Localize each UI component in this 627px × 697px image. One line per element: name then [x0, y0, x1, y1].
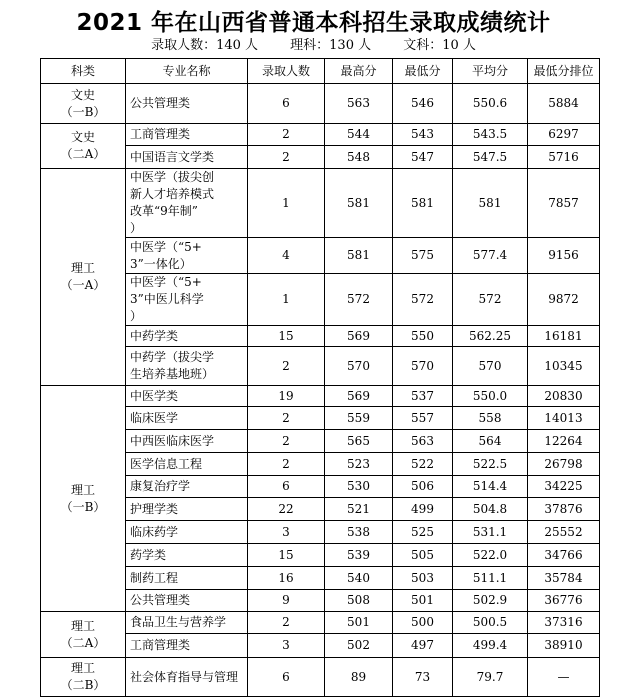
min-rank-cell: 14013: [528, 407, 600, 430]
major-cell: 药学类: [126, 544, 248, 567]
min-rank-cell: 9156: [528, 238, 600, 274]
max-score-cell: 538: [325, 521, 393, 544]
avg-score-cell: 79.7: [453, 658, 528, 697]
avg-score-cell: 581: [453, 169, 528, 238]
major-cell: 工商管理类: [126, 634, 248, 658]
admitted-cell: 19: [248, 386, 325, 407]
avg-score-cell: 522.5: [453, 453, 528, 476]
min-rank-cell: 20830: [528, 386, 600, 407]
avg-score-cell: 577.4: [453, 238, 528, 274]
category-cell: 理工 （一B）: [41, 386, 126, 612]
major-cell: 中医学（“5+ 3”一体化）: [126, 238, 248, 274]
max-score-cell: 569: [325, 326, 393, 347]
major-cell: 医学信息工程: [126, 453, 248, 476]
min-score-cell: 73: [393, 658, 453, 697]
min-score-cell: 570: [393, 347, 453, 386]
avg-score-cell: 500.5: [453, 612, 528, 634]
min-score-cell: 543: [393, 124, 453, 146]
major-cell: 中药学类: [126, 326, 248, 347]
min-score-cell: 557: [393, 407, 453, 430]
table-row: [41, 612, 600, 634]
avg-score-cell: 522.0: [453, 544, 528, 567]
max-score-cell: 502: [325, 634, 393, 658]
avg-score-cell: 558: [453, 407, 528, 430]
admitted-cell: 15: [248, 326, 325, 347]
avg-score-cell: 572: [453, 274, 528, 326]
major-cell: 中西医临床医学: [126, 430, 248, 453]
admitted-cell: 6: [248, 658, 325, 697]
admitted-cell: 16: [248, 567, 325, 590]
major-cell: 食品卫生与营养学: [126, 612, 248, 634]
max-score-cell: 89: [325, 658, 393, 697]
avg-score-cell: 570: [453, 347, 528, 386]
admitted-cell: 1: [248, 274, 325, 326]
admitted-cell: 2: [248, 124, 325, 146]
max-score-cell: 501: [325, 612, 393, 634]
arts-count: 文科：10 人: [403, 38, 476, 53]
max-score-cell: 559: [325, 407, 393, 430]
min-score-cell: 500: [393, 612, 453, 634]
min-score-cell: 501: [393, 590, 453, 612]
max-score-cell: 548: [325, 146, 393, 169]
major-cell: 工商管理类: [126, 124, 248, 146]
min-rank-cell: 12264: [528, 430, 600, 453]
max-score-cell: 563: [325, 84, 393, 124]
max-score-cell: 565: [325, 430, 393, 453]
admitted-cell: 2: [248, 407, 325, 430]
category-cell: 文史 （一B）: [41, 84, 126, 124]
major-cell: 制药工程: [126, 567, 248, 590]
admitted-cell: 2: [248, 146, 325, 169]
max-score-cell: 544: [325, 124, 393, 146]
min-rank-cell: —: [528, 658, 600, 697]
admitted-cell: 2: [248, 453, 325, 476]
admitted-cell: 9: [248, 590, 325, 612]
admitted-cell: 22: [248, 498, 325, 521]
min-rank-cell: 10345: [528, 347, 600, 386]
min-rank-cell: 6297: [528, 124, 600, 146]
summary-line: [0, 34, 627, 53]
min-score-cell: 546: [393, 84, 453, 124]
min-rank-cell: 35784: [528, 567, 600, 590]
max-score-cell: 539: [325, 544, 393, 567]
major-cell: 护理学类: [126, 498, 248, 521]
table-body: [41, 84, 600, 697]
admitted-cell: 15: [248, 544, 325, 567]
admitted-cell: 2: [248, 347, 325, 386]
min-score-cell: 497: [393, 634, 453, 658]
table-header-row: [41, 59, 600, 84]
min-rank-cell: 25552: [528, 521, 600, 544]
admitted-cell: 2: [248, 612, 325, 634]
admitted-cell: 2: [248, 430, 325, 453]
category-cell: 理工 （二B）: [41, 658, 126, 697]
avg-score-cell: 547.5: [453, 146, 528, 169]
min-rank-cell: 5884: [528, 84, 600, 124]
science-count: 理科：130 人: [290, 38, 372, 53]
major-cell: 中医学（拔尖创 新人才培养模式 改革“9年制” ）: [126, 169, 248, 238]
col-header-major: 专业名称: [126, 59, 248, 84]
page-title: 2021 年在山西省普通本科招生录取成绩统计: [76, 10, 551, 36]
admitted-cell: 3: [248, 521, 325, 544]
major-cell: 公共管理类: [126, 590, 248, 612]
max-score-cell: 581: [325, 169, 393, 238]
major-cell: 公共管理类: [126, 84, 248, 124]
max-score-cell: 581: [325, 238, 393, 274]
avg-score-cell: 502.9: [453, 590, 528, 612]
min-score-cell: 503: [393, 567, 453, 590]
min-rank-cell: 34766: [528, 544, 600, 567]
max-score-cell: 523: [325, 453, 393, 476]
min-rank-cell: 9872: [528, 274, 600, 326]
min-score-cell: 505: [393, 544, 453, 567]
table-row: [41, 124, 600, 146]
table-row: [41, 658, 600, 697]
avg-score-cell: 562.25: [453, 326, 528, 347]
min-rank-cell: 16181: [528, 326, 600, 347]
min-rank-cell: 37316: [528, 612, 600, 634]
avg-score-cell: 511.1: [453, 567, 528, 590]
col-header-min-score: 最低分: [393, 59, 453, 84]
col-header-admitted: 录取人数: [248, 59, 325, 84]
min-rank-cell: 26798: [528, 453, 600, 476]
avg-score-cell: 514.4: [453, 476, 528, 498]
max-score-cell: 570: [325, 347, 393, 386]
admitted-cell: 4: [248, 238, 325, 274]
major-cell: 中国语言文学类: [126, 146, 248, 169]
avg-score-cell: 499.4: [453, 634, 528, 658]
max-score-cell: 572: [325, 274, 393, 326]
avg-score-cell: 543.5: [453, 124, 528, 146]
major-cell: 中药学（拔尖学 生培养基地班）: [126, 347, 248, 386]
min-score-cell: 581: [393, 169, 453, 238]
avg-score-cell: 504.8: [453, 498, 528, 521]
category-cell: 理工 （一A）: [41, 169, 126, 386]
min-score-cell: 525: [393, 521, 453, 544]
min-score-cell: 563: [393, 430, 453, 453]
min-rank-cell: 7857: [528, 169, 600, 238]
max-score-cell: 508: [325, 590, 393, 612]
min-score-cell: 575: [393, 238, 453, 274]
admitted-cell: 1: [248, 169, 325, 238]
avg-score-cell: 531.1: [453, 521, 528, 544]
max-score-cell: 521: [325, 498, 393, 521]
min-rank-cell: 38910: [528, 634, 600, 658]
avg-score-cell: 564: [453, 430, 528, 453]
admitted-cell: 6: [248, 476, 325, 498]
total-count: 录取人数：140 人: [151, 38, 259, 53]
major-cell: 中医学（“5+ 3”中医儿科学 ）: [126, 274, 248, 326]
avg-score-cell: 550.0: [453, 386, 528, 407]
min-rank-cell: 36776: [528, 590, 600, 612]
major-cell: 临床医学: [126, 407, 248, 430]
col-header-avg-score: 平均分: [453, 59, 528, 84]
min-score-cell: 499: [393, 498, 453, 521]
table-row: [41, 386, 600, 407]
category-cell: 理工 （二A）: [41, 612, 126, 658]
max-score-cell: 569: [325, 386, 393, 407]
min-score-cell: 572: [393, 274, 453, 326]
col-header-category: 科类: [41, 59, 126, 84]
col-header-max-score: 最高分: [325, 59, 393, 84]
min-rank-cell: 34225: [528, 476, 600, 498]
admitted-cell: 6: [248, 84, 325, 124]
min-rank-cell: 37876: [528, 498, 600, 521]
min-rank-cell: 5716: [528, 146, 600, 169]
col-header-min-rank: 最低分排位: [528, 59, 600, 84]
admission-table: [40, 58, 600, 697]
major-cell: 临床药学: [126, 521, 248, 544]
category-cell: 文史 （二A）: [41, 124, 126, 169]
admitted-cell: 3: [248, 634, 325, 658]
max-score-cell: 530: [325, 476, 393, 498]
min-score-cell: 550: [393, 326, 453, 347]
min-score-cell: 506: [393, 476, 453, 498]
avg-score-cell: 550.6: [453, 84, 528, 124]
major-cell: 社会体育指导与管理: [126, 658, 248, 697]
table-row: [41, 169, 600, 238]
table-row: [41, 84, 600, 124]
major-cell: 中医学类: [126, 386, 248, 407]
major-cell: 康复治疗学: [126, 476, 248, 498]
min-score-cell: 537: [393, 386, 453, 407]
min-score-cell: 522: [393, 453, 453, 476]
max-score-cell: 540: [325, 567, 393, 590]
min-score-cell: 547: [393, 146, 453, 169]
